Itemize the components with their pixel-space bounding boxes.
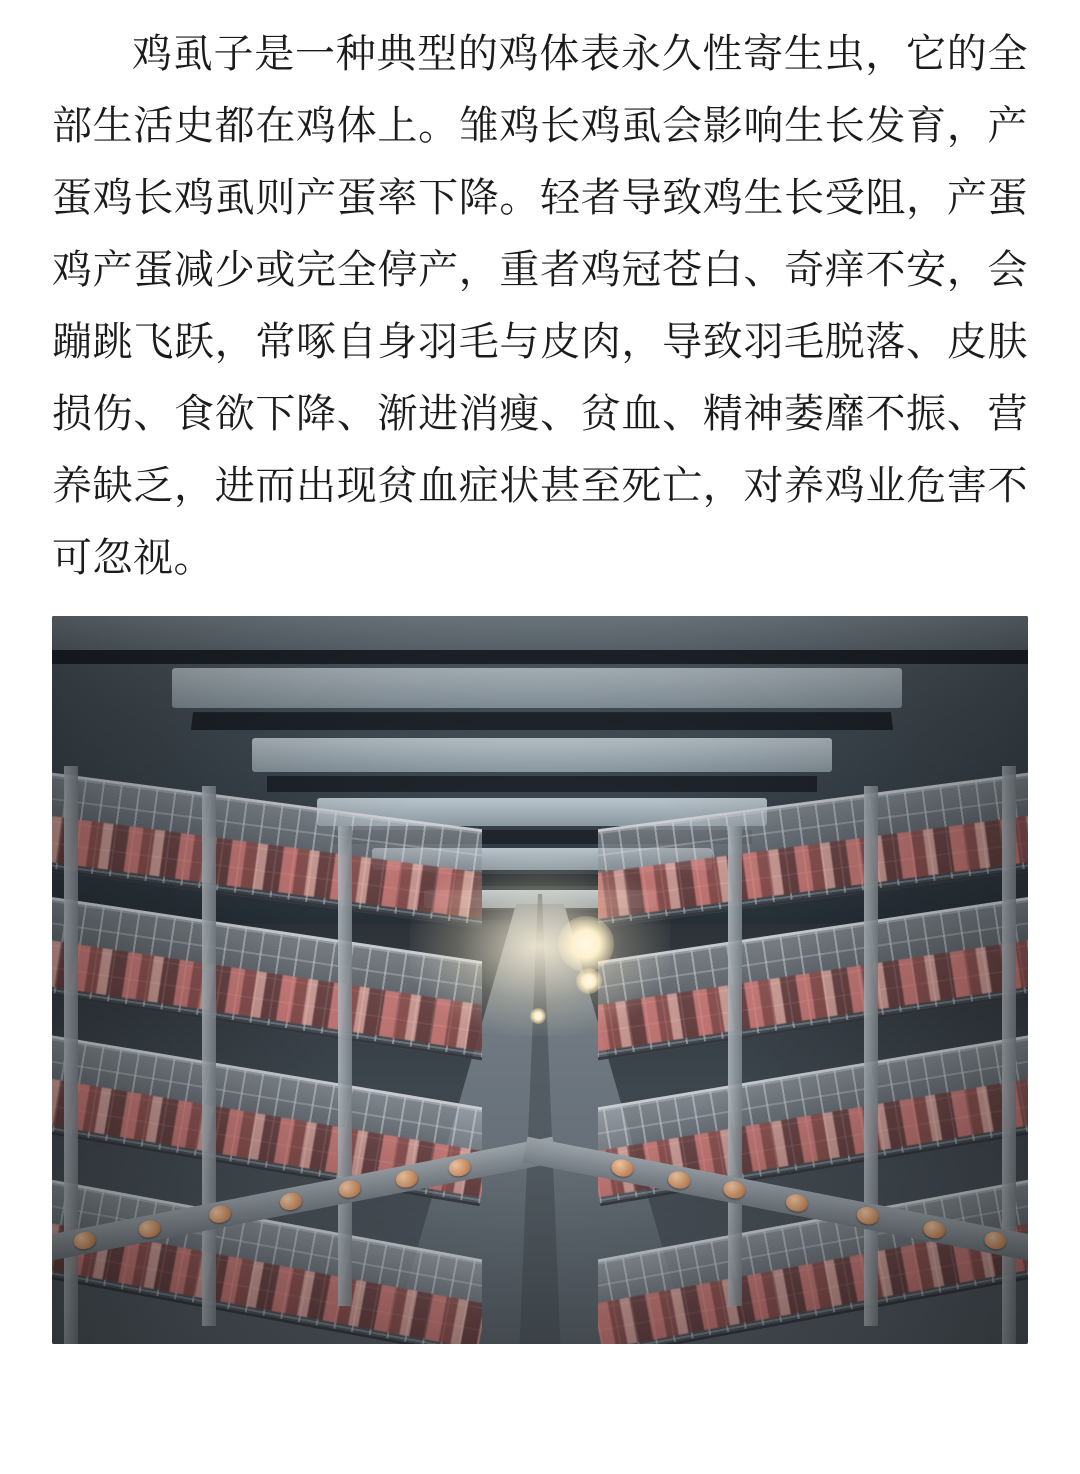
ceiling-lamp-far	[530, 1008, 546, 1024]
ceiling-lamp-mid	[576, 968, 602, 994]
cage-bank-right	[598, 766, 1028, 1344]
article-body	[0, 0, 1080, 594]
cage-bank-left	[52, 766, 482, 1344]
article-paragraph: 鸡虱子是一种典型的鸡体表永久性寄生虫，它的全部生活史都在鸡体上。雏鸡长鸡虱会影响生长发育，产蛋鸡长鸡虱则产蛋率下降。轻者导致鸡生长受阻，产蛋鸡产蛋减少或完全停产，重者鸡冠苍白、奇痒不安，会蹦跳飞跃，常啄自身羽毛与皮肉，导致羽毛脱落、皮肤损伤、食欲下降、渐进消瘦、贫血、精神萎靡不振、营养缺乏，进而出现贫血症状甚至死亡，对养鸡业危害不可忽视。	[52, 32, 1028, 580]
ceiling-lamp-near	[558, 916, 614, 972]
chicken-house-photo	[52, 616, 1028, 1344]
article-figure	[52, 616, 1028, 1344]
